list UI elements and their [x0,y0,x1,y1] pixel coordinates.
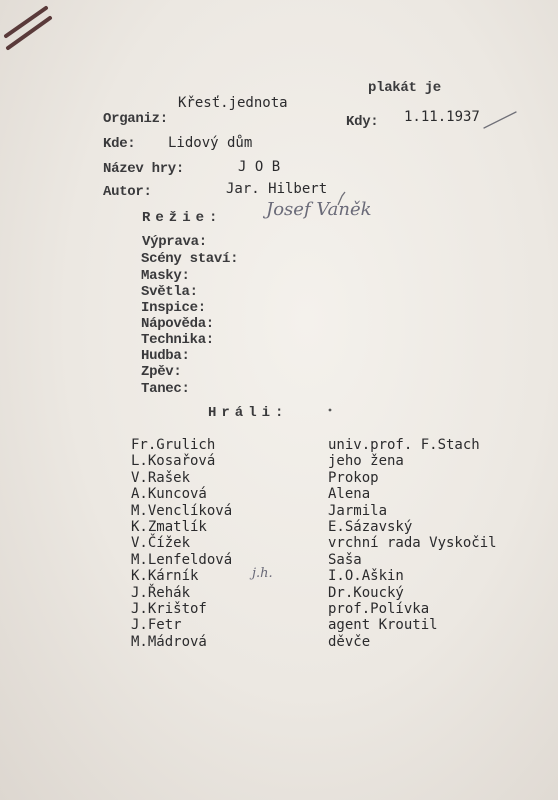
venue-label: Kde: [103,136,136,152]
ink-dot [329,409,332,412]
role-name: I.O.Aškin [328,568,404,585]
role-name: jeho žena [328,453,404,470]
crew-field-label: Masky: [141,268,190,284]
actor-name: Fr.Grulich [131,437,216,453]
director-signature: Josef Vaněk [266,199,372,220]
cast-heading: Hráli: [208,405,289,421]
corner-pen-stroke-2 [8,18,50,48]
actor-name: V.Rašek [131,469,191,486]
actor-name: L.Kosařová [131,453,216,470]
organizer-value: Křesť.jednota [178,95,288,111]
role-name: agent Kroutil [328,617,438,634]
crew-field-label: Technika: [141,332,214,348]
role-name: univ.prof. F.Stach [328,437,480,453]
crew-field-label: Světla: [141,284,198,300]
actor-name: J.Krištof [131,600,207,617]
role-name: děvče [328,633,371,650]
actor-name: V.Čížek [131,535,191,552]
role-name: Jarmila [328,502,388,519]
crew-field-label: Nápověda: [141,316,214,332]
crew-field-label: Výprava: [142,234,207,250]
author-value: Jar. Hilbert [226,181,328,197]
director-label: Režie: [142,210,223,226]
play-title-label: Název hry: [103,161,185,177]
actor-name: K.Zmatlík [131,518,207,535]
crew-field-label: Scény staví: [141,251,239,267]
actor-name: J.Řehák [131,584,191,601]
role-name: Alena [328,486,371,503]
corner-pen-stroke-1 [6,8,46,36]
role-name: prof.Polívka [328,600,430,617]
role-name: vrchní rada Vyskočil [328,535,497,552]
date-label: Kdy: [346,114,379,130]
role-column [328,437,497,650]
role-name: Dr.Koucký [328,584,404,601]
actor-name: M.Mádrová [131,633,207,650]
actor-name: A.Kuncová [131,486,207,503]
date-value: 1.11.1937 [404,109,480,125]
crew-field-label: Hudba: [141,348,190,364]
handwritten-note: j.h. [252,566,273,581]
actor-name: J.Fetr [131,617,182,634]
organizer-label: Organiz: [103,111,168,127]
author-label: Autor: [103,184,152,200]
actor-name: M.Venclíková [131,502,233,519]
venue-value: Lidový dům [168,135,253,151]
crew-field-label: Tanec: [141,381,190,397]
role-name: Saša [328,551,362,568]
crew-field-label: Inspice: [141,300,206,316]
actor-column [131,437,232,650]
play-title-value: J O B [238,159,281,175]
role-name: E.Sázavský [328,518,413,535]
crew-field-label: Zpěv: [141,364,182,380]
date-check-mark [484,112,516,128]
actor-name: M.Lenfeldová [131,551,233,568]
poster-note: plakát je [368,80,441,96]
actor-name: K.Kárník [131,568,199,585]
role-name: Prokop [328,469,379,486]
